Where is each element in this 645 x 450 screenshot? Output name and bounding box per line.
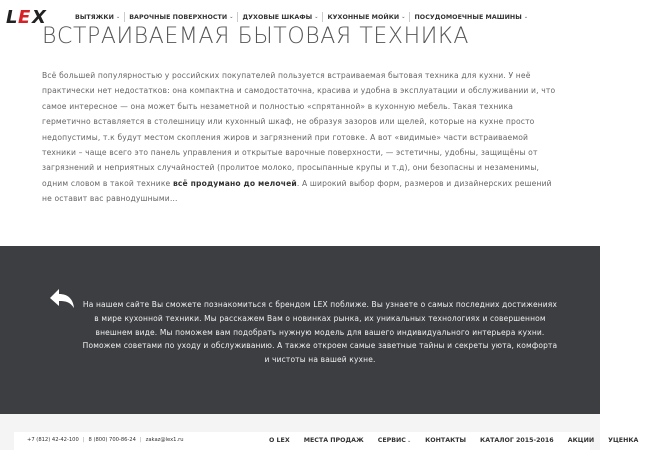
menu-item-label: ПОСУДОМОЕЧНЫЕ МАШИНЫ <box>414 13 522 21</box>
footer-item-promotions[interactable] <box>561 437 601 444</box>
menu-item-sinks[interactable] <box>324 12 408 22</box>
footer-item-contacts[interactable] <box>418 437 473 444</box>
menu-item-hobs[interactable] <box>126 12 236 22</box>
chevron-down-icon: ⌄ <box>523 14 529 20</box>
footer-item-stores[interactable] <box>297 437 371 444</box>
about-text: На нашем сайте Вы сможете познакомиться с брендом LEX поближе. Вы узнаете о самых последних достижениях в мире кухонной техники. Мы расскажем Вам о новинках рынка, их уникальных технологиях и совершенном внешнем виде. Мы поможем вам подобрать нужную модель для вашего индивидуального интерьера кухни. Поможем советами по уходу и обслуживанию. А также откроем самые заветные тайны и секреты уюта, комфорта и чистоты на вашей кухне. <box>82 300 558 365</box>
footer-item-discount[interactable] <box>601 437 645 444</box>
phone-1[interactable]: +7 (812) 42-42-100 <box>27 437 79 443</box>
svg-text:L: L <box>6 7 18 28</box>
intro-emphasis: всё продумано до мелочей <box>172 178 297 188</box>
menu-item-label: ВЫТЯЖКИ <box>75 13 114 21</box>
page-title: ВСТРАИВАЕМАЯ БЫТОВАЯ ТЕХНИКА <box>42 24 470 49</box>
chevron-down-icon: ⌄ <box>406 437 412 444</box>
footer-item-label: КАТАЛОГ 2015-2016 <box>480 437 554 444</box>
menu-item-label: ВАРОЧНЫЕ ПОВЕРХНОСТИ <box>129 13 228 21</box>
menu-divider <box>237 12 238 22</box>
footer-item-about[interactable] <box>262 437 297 444</box>
chevron-down-icon: ⌄ <box>314 14 319 20</box>
svg-text:X: X <box>32 7 46 28</box>
svg-text:E: E <box>18 7 31 28</box>
menu-item-dishwashers[interactable] <box>411 12 531 22</box>
footer-item-service[interactable] <box>371 437 418 444</box>
back-arrow-icon <box>44 286 78 310</box>
menu-divider <box>409 12 410 22</box>
footer-item-label: О LEX <box>269 437 290 444</box>
footer-item-label: КОНТАКТЫ <box>425 437 467 444</box>
main-menu <box>72 12 531 22</box>
contact-divider: | <box>82 437 85 443</box>
footer-item-label: МЕСТА ПРОДАЖ <box>303 437 364 444</box>
intro-text: Всё большей популярностью у российских покупателей пользуется встраиваемая бытовая техника для кухни. У неё практически нет недостатков: она компактна и самодостаточна, красива и удобна в эксплуатации и обслуживании и, что самое интересное — она может быть незаметной и полностью «спрятанной» в кухонную мебель. Такая техника герметично вставляется в столешницу или кухонный шкаф, не образуя зазоров или щелей, которые на кухне просто недопустимы, т.к будут местом скопления жиров и загрязнений при готовке. А вот «видимые» части встраиваемой техники – чаще всего это панель управления и открытые варочные поверхности, — эстетичны, удобны, защищёны от загрязнений и неприятных случайностей (пролитое молоко, просыпанные крупы и т.д), они безопасны и незаменимы, одним словом в такой технике <box>42 71 556 188</box>
menu-item-label: КУХОННЫЕ МОЙКИ <box>327 13 400 21</box>
chevron-down-icon: ⌄ <box>229 14 234 20</box>
phone-2[interactable]: 8 (800) 700-86-24 <box>88 437 136 443</box>
intro-text-end: . А широкий выбор форм, размеров и дизайнерских решений не оставит вас равнодушными… <box>42 178 552 204</box>
menu-divider <box>322 12 323 22</box>
chevron-down-icon: ⌄ <box>401 14 406 20</box>
menu-item-ovens[interactable] <box>239 12 321 22</box>
footer-item-label: АКЦИИ <box>567 437 595 444</box>
footer-item-catalog[interactable] <box>473 437 561 444</box>
menu-divider <box>124 12 125 22</box>
footer-item-label: СЕРВИС <box>377 437 406 444</box>
chevron-down-icon: ⌄ <box>115 14 121 20</box>
footer-item-label: УЦЕНКА <box>608 437 639 444</box>
footer-contacts <box>27 437 184 443</box>
intro-paragraph <box>42 68 560 207</box>
menu-item-label: ДУХОВЫЕ ШКАФЫ <box>242 13 313 21</box>
menu-item-hoods[interactable] <box>72 12 123 22</box>
email-link[interactable]: zakaz@lex1.ru <box>145 437 184 443</box>
contact-divider: | <box>139 437 142 443</box>
footer-navigation <box>262 437 645 444</box>
